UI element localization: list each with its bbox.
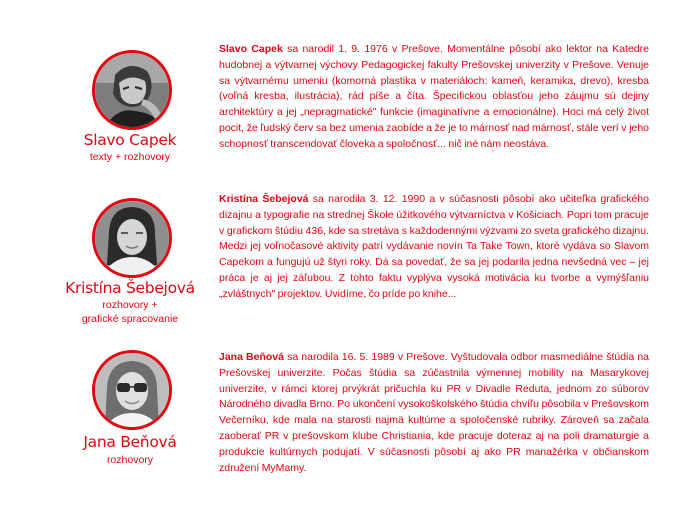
portrait-photo-kristina [92,198,172,278]
bio-name: Slavo Capek [219,43,283,55]
person-role: grafické spracovanie [81,313,179,325]
bio-text: sa narodila 16. 5. 1989 v Prešove. Vyštudovala odbor masmediálne štúdia na Prešovskej univerzite. Počas štúdia sa zúčastnila výmennej mobility na Masarykovej univerzite, v rámci ktorej prvýkrát pričuchla ku PR v Divadle Reduta, jednom zo súborov Národného divadla Brno. Po ukončení vysokoškolského štúdia chvíľu pôsobila v Prešovskom Večerníku, kde mala na starosti najmä kultúrne a spoločenské rubriky. Zároveň sa začala zaoberať PR v prešovskom klube Christiania, kde pracuje doteraz aj na poli dramaturgie a produkcie kultúrnych podujatí. V súčasnosti pôsobí aj ako PR manažérka v občianskom združení MyMamy. [219,351,650,474]
person-bio [219,192,649,303]
person-role: rozhovory + [102,299,158,311]
person-name: Jana Beňová [83,433,177,451]
person-role: texty + rozhovory [89,151,171,163]
person-bio [219,42,649,153]
bio-name: Jana Beňová [219,351,284,363]
person-name: Kristína Šebejová [65,279,195,297]
person-name: Slavo Capek [83,131,177,149]
person-bio [219,350,649,476]
portrait-photo-jana [92,350,172,430]
bio-name: Kristína Šebejová [219,193,309,205]
bio-text: sa narodila 3. 12. 1990 a v súčasnosti pôsobí ako učiteľka grafického dizajnu a typografie na strednej Škole úžitkového výtvarníctva v Košiciach. Popri tom pracuje v grafickom štúdiu 436, kde sa stretáva s každodennými výzvami zo sveta grafického dizajnu. Medzi jej voľnočasové aktivity patrí vydávanie novín Ta Take Town, ktoré vydáva so Slavom Capekom a fungujú už štyri roky. Dá sa povedať, že sa jej podarila jedna nevšedná vec – jej práca je aj jej záľubou. Z tohto faktu vyplýva vysoká motivácia ku tvorbe a vymýšľaniu „zvláštnych" projektov. Uvidíme, čo príde po knihe... [219,193,649,300]
person-role: rozhovory [106,454,154,466]
portrait-photo-slavo [92,50,172,130]
bio-text: sa narodil 1. 9. 1976 v Prešove. Momentálne pôsobí ako lektor na Katedre hudobnej a výtvarnej výchovy Pedagogickej fakulty Prešovskej univerzity v Prešove. Venuje sa výtvarnému umeniu (komorná plastika v materiáloch: kameň, keramika, drevo), kresba (voľná kresba, ilustrácia), rád píše a číta. Špecifickou oblasťou jeho záujmu sú dejiny architektúry a jej „nepragmatické" funkcie (imaginatívne a emocionálne). Hoci má celý život pocit, že ľudský červ sa bez umenia zaobíde a že je to márnosť nad márnosť, stále verí v jeho schopnosť transcendovať človeka a spoločnosť... nič iné nám neostáva. [219,43,649,150]
